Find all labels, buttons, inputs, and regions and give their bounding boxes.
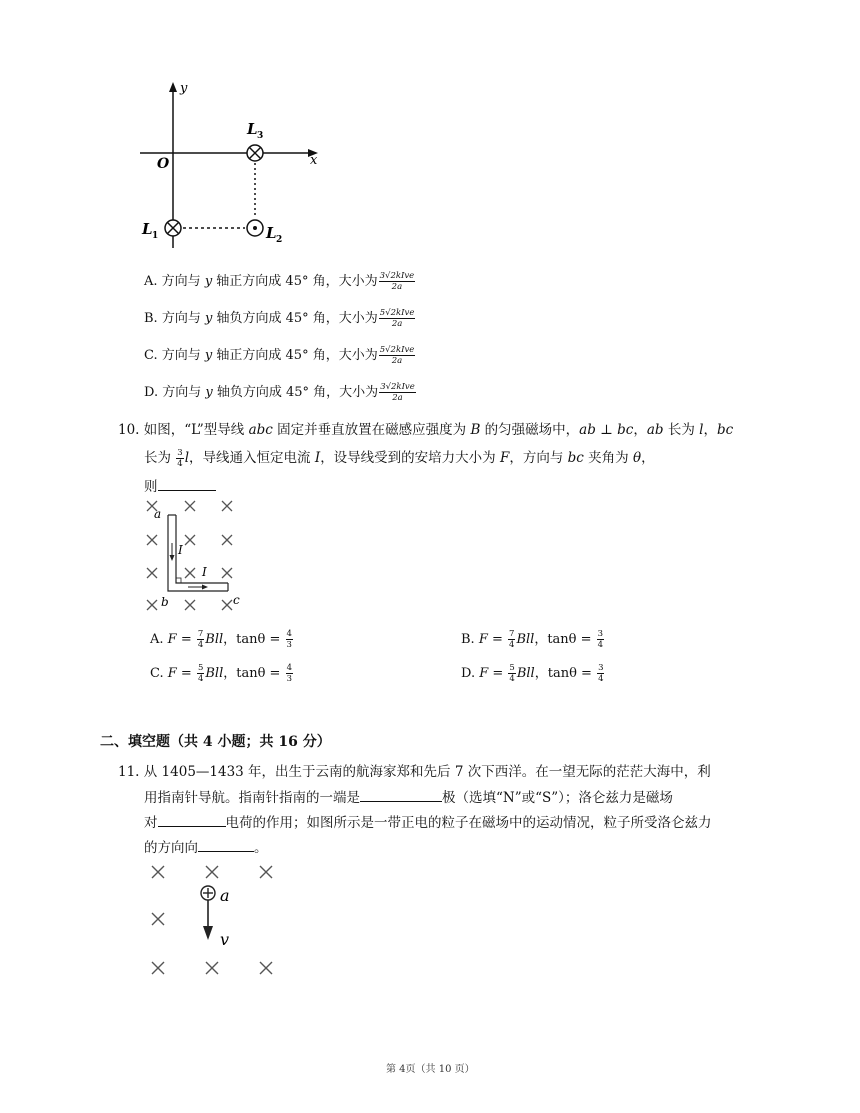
q11-line2: 用指南针导航。指南针指南的一端是 极（选填“N”或“S”）；洛仑兹力是磁场 bbox=[144, 790, 673, 806]
l3-subscript: 3 bbox=[257, 131, 264, 141]
q10-option-b[interactable]: B. F = $\frac{7}{4}$ Bll，tanθ = $\frac{3}{4}$ bbox=[461, 629, 604, 650]
q9-figure bbox=[130, 78, 340, 258]
y-axis-label: y bbox=[180, 81, 188, 96]
point-b-label: b bbox=[161, 595, 169, 609]
q10-option-d[interactable]: D. F = $\frac{5}{4}$ Bll，tanθ = $\frac{3}{4}$ bbox=[461, 663, 604, 684]
q10-line2: 长为 $\frac{3}{4}$ l，导线通入恒定电流 I，设导线受到的安培力大小为 F，方向与 bc 夹角为 θ， bbox=[144, 448, 655, 469]
section-title: 二、填空题（共 4 小题；共 16 分） bbox=[100, 734, 331, 750]
l2-subscript: 2 bbox=[276, 235, 283, 245]
q11-line4: 的方向向 。 bbox=[144, 840, 268, 856]
current-label-horizontal: I bbox=[202, 565, 207, 579]
q10-option-a[interactable]: A. F = $\frac{7}{4}$ Bll，tanθ = $\frac{4}{3}$ bbox=[150, 629, 292, 650]
wire-l3-into-page bbox=[247, 145, 263, 161]
positive-charge-particle bbox=[201, 886, 215, 900]
page-footer: 第 4页（共 10 页） bbox=[386, 1064, 475, 1075]
particle-a-label: a bbox=[220, 886, 230, 905]
wire-l1-into-page bbox=[165, 220, 181, 236]
wire-l2-out-of-page bbox=[247, 220, 263, 236]
q9-option-a[interactable]: A. 方向与 y 轴正方向成 45° 角，大小为 $\frac{\text{3√2kIve}}{2a}$ bbox=[144, 271, 415, 292]
l1-label: L bbox=[142, 220, 153, 238]
l2-label: L bbox=[266, 224, 277, 242]
q10-answer-blank[interactable] bbox=[158, 478, 216, 491]
l-shaped-wire bbox=[168, 515, 228, 591]
q11-line3: 对 电荷的作用；如图所示是一带正电的粒子在磁场中的运动情况，粒子所受洛仑兹力 bbox=[144, 815, 712, 831]
q10-option-c[interactable]: C. F = $\frac{5}{4}$ Bll，tanθ = $\frac{4}{3}$ bbox=[150, 663, 293, 684]
current-label-vertical: I bbox=[178, 543, 183, 557]
q11-figure bbox=[140, 860, 290, 985]
q10-line1: 10. 如图，“L”型导线 abc 固定并垂直放置在磁感应强度为 B 的匀强磁场中，ab ⊥ bc，ab 长为 l，bc bbox=[118, 422, 734, 438]
q11-line1: 11. 从 1405—1433 年，出生于云南的航海家郑和先后 7 次下西洋。在一望无际的茫茫大海中，利 bbox=[118, 764, 711, 780]
origin-label: O bbox=[157, 156, 170, 172]
x-axis-label: x bbox=[310, 153, 318, 168]
point-c-label: c bbox=[233, 593, 240, 607]
q9-option-b[interactable]: B. 方向与 y 轴负方向成 45° 角，大小为 $\frac{\text{5√2kIve}}{2a}$ bbox=[144, 308, 415, 329]
l3-label: L bbox=[247, 120, 258, 138]
q11-blank-pole[interactable] bbox=[360, 789, 442, 802]
q10-line3: 则 bbox=[144, 475, 216, 495]
velocity-label: v bbox=[220, 930, 230, 949]
q9-option-d[interactable]: D. 方向与 y 轴负方向成 45° 角，大小为 $\frac{\text{3√2kIve}}{2a}$ bbox=[144, 382, 415, 403]
l1-subscript: 1 bbox=[152, 231, 159, 241]
q11-blank-charge[interactable] bbox=[158, 814, 226, 827]
magnetic-field-crosses bbox=[152, 866, 272, 974]
point-a-label: a bbox=[154, 507, 162, 521]
q10-figure bbox=[140, 495, 250, 615]
q9-option-c[interactable]: C. 方向与 y 轴正方向成 45° 角，大小为 $\frac{\text{5√2kIve}}{2a}$ bbox=[144, 345, 415, 366]
velocity-arrow bbox=[203, 926, 213, 940]
q11-blank-direction[interactable] bbox=[198, 839, 254, 852]
